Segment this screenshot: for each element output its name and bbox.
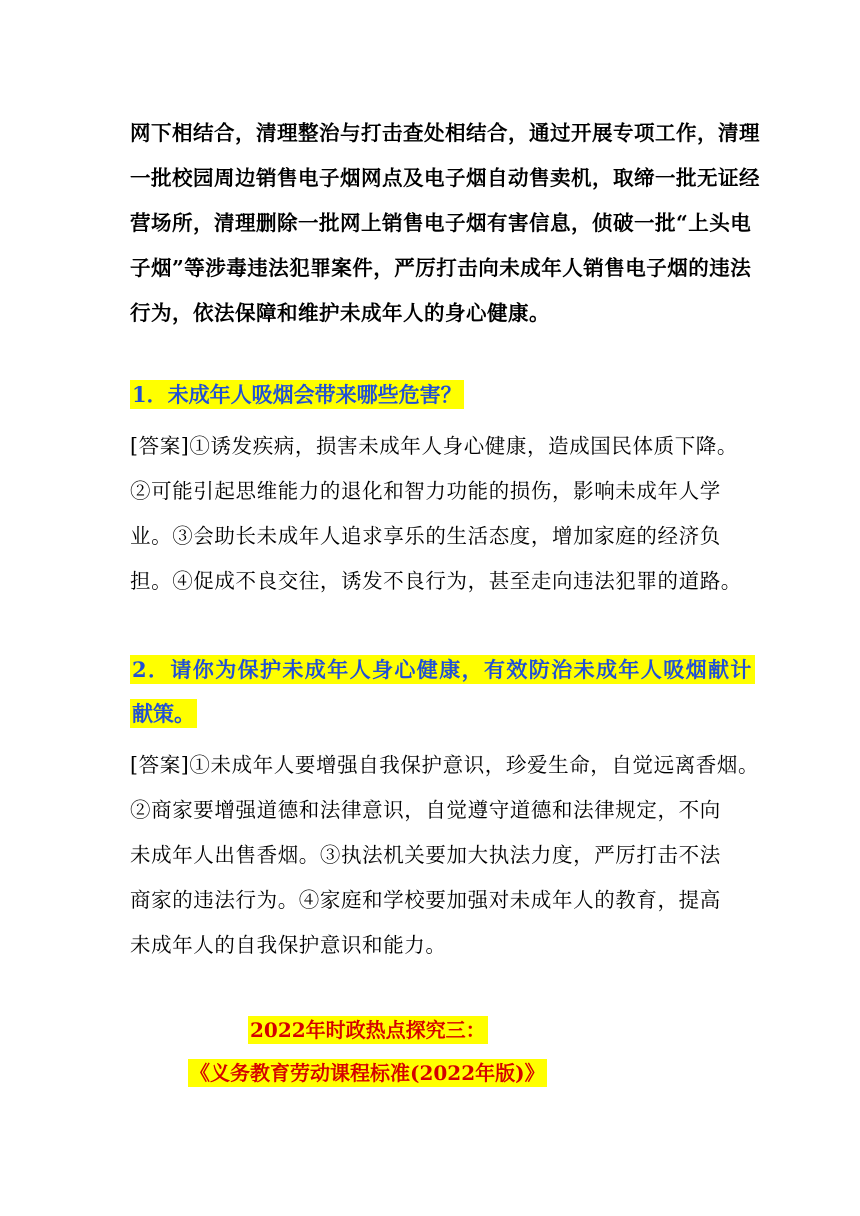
intro-line-5: 行为，依法保障和维护未成年人的身心健康。 [130, 301, 550, 325]
answer-1-line-2: ②可能引起思维能力的退化和智力功能的损伤，影响未成年人学 [130, 479, 721, 503]
question-1-title: 1．未成年人吸烟会带来哪些危害？ [132, 382, 462, 407]
intro-line-1: 网下相结合，清理整治与打击查处相结合，通过开展专项工作，清理 [130, 121, 760, 145]
question-2-title-1: 2．请你为保护未成年人身心健康，有效防治未成年人吸烟献计 [132, 657, 753, 682]
answer-2-line-1: [答案]①未成年人要增强自我保护意识，珍爱生命，自觉远离香烟。 [130, 753, 760, 777]
answer-2-line-3: 未成年人出售香烟。③执法机关要加大执法力度，严厉打击不法 [130, 843, 721, 867]
answer-2-line-4: 商家的违法行为。④家庭和学校要加强对未成年人的教育，提高 [130, 888, 721, 912]
question-2-line-2 [130, 702, 730, 726]
question-2-line-1 [130, 657, 753, 682]
intro-line-4: 子烟”等涉毒违法犯罪案件，严厉打击向未成年人销售电子烟的违法 [130, 256, 752, 280]
intro-line-2: 一批校园周边销售电子烟网点及电子烟自动售卖机，取缔一批无证经 [130, 166, 760, 190]
answer-1-line-1: [答案]①诱发疾病，损害未成年人身心健康，造成国民体质下降。 [130, 434, 738, 458]
intro-line-3: 营场所，清理删除一批网上销售电子烟有害信息，侦破一批“上头电 [130, 211, 752, 235]
question-2-title-2: 献策。 [132, 701, 195, 726]
answer-1-line-3: 业。③会助长未成年人追求享乐的生活态度，增加家庭的经济负 [130, 524, 721, 548]
answer-2-line-2: ②商家要增强道德和法律意识，自觉遵守道德和法律规定，不向 [130, 798, 721, 822]
answer-2-line-5: 未成年人的自我保护意识和能力。 [130, 933, 447, 957]
section-subheading: 《义务教育劳动课程标准(2022年版)》 [190, 1061, 545, 1085]
section-heading: 2022年时政热点探究三： [250, 1018, 486, 1042]
answer-1-line-4: 担。④促成不良交往，诱发不良行为，甚至走向违法犯罪的道路。 [130, 569, 742, 593]
question-1 [130, 383, 730, 407]
